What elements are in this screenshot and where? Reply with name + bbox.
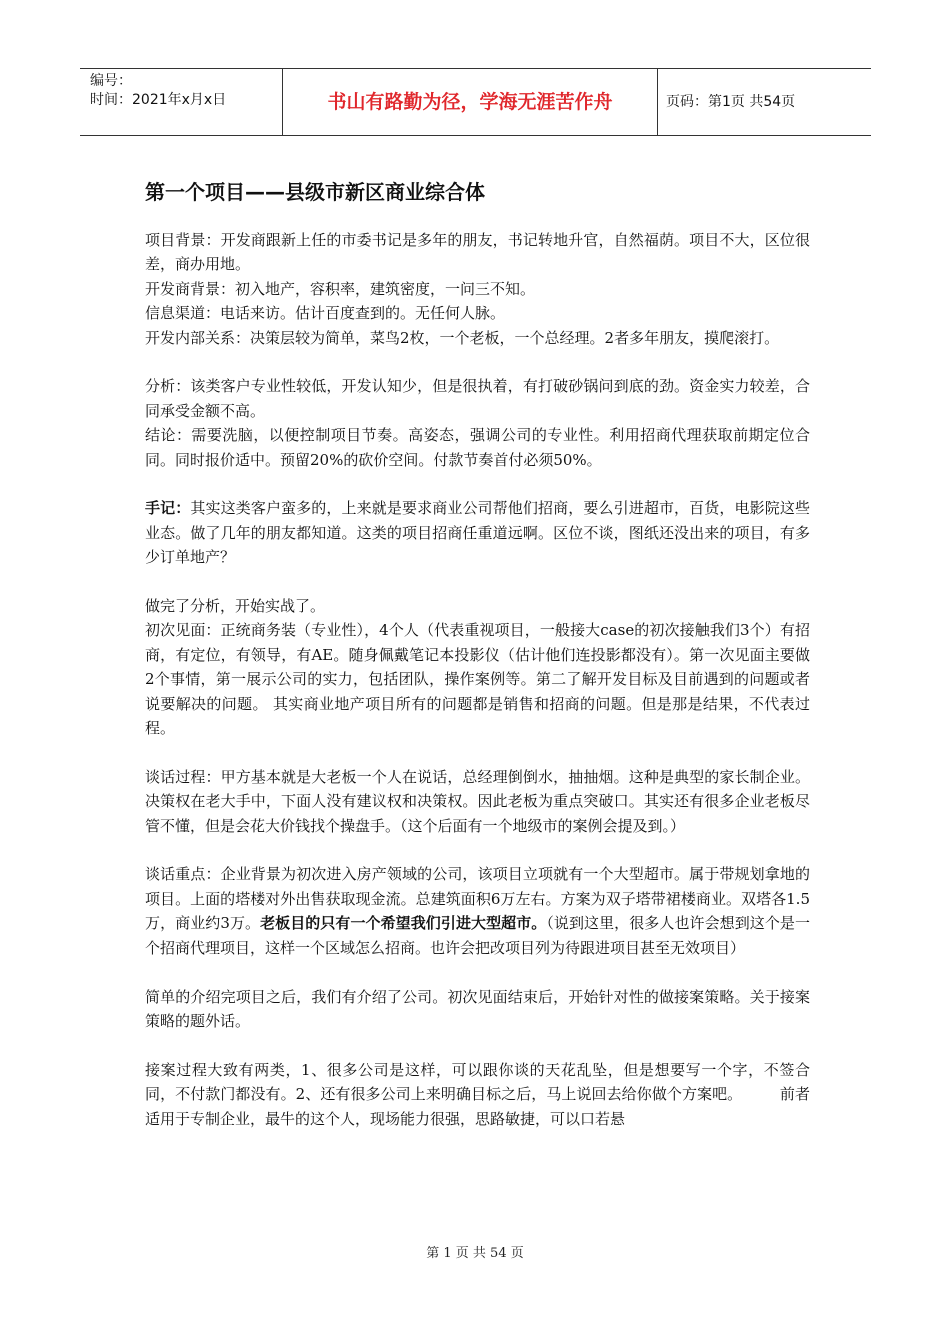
paragraph-analysis: 分析：该类客户专业性较低，开发认知少，但是很执着，有打破砂锅问到底的劲。资金实力较差，合同承受金额不高。 (145, 377, 810, 420)
talk-focus-text: 谈话重点：企业背景为初次进入房产领域的公司，该项目立项就有一个大型超市。属于带规划拿地的项目。上面的塔楼对外出售获取现金流。总建筑面积6万左右。方案为双子塔带裙楼商业。双塔各1.5万，商业约3万。 (145, 865, 810, 933)
document-body (145, 228, 810, 1131)
paragraph-channel: 信息渠道：电话来访。估计百度查到的。无任何人脉。 (145, 304, 506, 323)
paragraph-case-process: 接案过程大致有两类，1、很多公司是这样，可以跟你谈的天花乱坠，但是想要写一个字，不签合同，不付款门都没有。2、还有很多公司上来明确目标之后，马上说回去给你做个方案吧。 前者适用于专制企业，最牛的这个人，现场能力很强，思路敏捷，可以口若悬 (145, 1060, 810, 1128)
document-title: 第一个项目——县级市新区商业综合体 (145, 180, 485, 204)
paragraph-conclusion: 结论：需要洗脑，以便控制项目节奏。高姿态，强调公司的专业性。利用招商代理获取前期定位合同。同时报价适中。预留20%的砍价空间。付款节奏首付必须50%。 (145, 426, 810, 469)
page-footer: 第 1 页 共 54 页 (426, 1246, 524, 1261)
header-page-info: 页码：第1页 共54页 (666, 94, 796, 110)
time-label: 时间：2021年x月x日 (90, 92, 227, 108)
paragraph-notes (145, 496, 810, 569)
paragraph-developer: 开发商背景：初入地产，容积率，建筑密度，一问三不知。 (145, 279, 536, 298)
header-meta (80, 69, 280, 135)
number-label: 编号： (90, 73, 132, 89)
paragraph-start: 做完了分析，开始实战了。 (145, 597, 326, 616)
header-motto: 书山有路勤为径，学海无涯苦作舟 (282, 69, 658, 135)
paragraph-intro-done: 简单的介绍完项目之后，我们有介绍了公司。初次见面结束后，开始针对性的做接案策略。关于接案策略的题外话。 (145, 987, 810, 1030)
notes-label: 手记： (145, 499, 191, 518)
paragraph-talk-focus (145, 862, 810, 960)
header-table (80, 68, 871, 136)
notes-text: 其实这类客户蛮多的，上来就是要求商业公司帮他们招商，要么引进超市，百货，电影院这些业态。做了几年的朋友都知道。这类的项目招商任重道远啊。区位不谈，图纸还没出来的项目，有多少订单地产？ (145, 499, 810, 567)
talk-focus-bold: 老板目的只有一个希望我们引进大型超市。 (260, 914, 547, 933)
paragraph-relations: 开发内部关系：决策层较为简单，菜鸟2枚，一个老板，一个总经理。2者多年朋友，摸爬滚打。 (145, 328, 780, 347)
talk-focus-note: （说到这里，很多人也许会想到这个是一个招商代理项目，这样一个区域怎么招商。也许会把改项目列为待跟进项目甚至无效项目） (145, 914, 810, 957)
paragraph-talk-process: 谈话过程：甲方基本就是大老板一个人在说话，总经理倒倒水，抽抽烟。这种是典型的家长制企业。决策权在老大手中，下面人没有建议权和决策权。因此老板为重点突破口。其实还有很多企业老板尽管不懂，但是会花大价钱找个操盘手。（这个后面有一个地级市的案例会提及到。） (145, 767, 810, 835)
paragraph-first-meeting: 初次见面：正统商务装（专业性），4个人（代表重视项目，一般接大case的初次接触我们3个）有招商，有定位，有领导，有AE。随身佩戴笔记本投影仪（估计他们连投影都没有）。第一次见面主要做2个事情，第一展示公司的实力，包括团队，操作案例等。第二了解开发目标及目前遇到的问题或者说要解决的问题。 其实商业地产项目所有的问题都是销售和招商的问题。但是那是结果，不代表过程。 (145, 621, 810, 738)
paragraph-background: 项目背景：开发商跟新上任的市委书记是多年的朋友，书记转地升官，自然福荫。项目不大，区位很差，商办用地。 (145, 231, 810, 274)
